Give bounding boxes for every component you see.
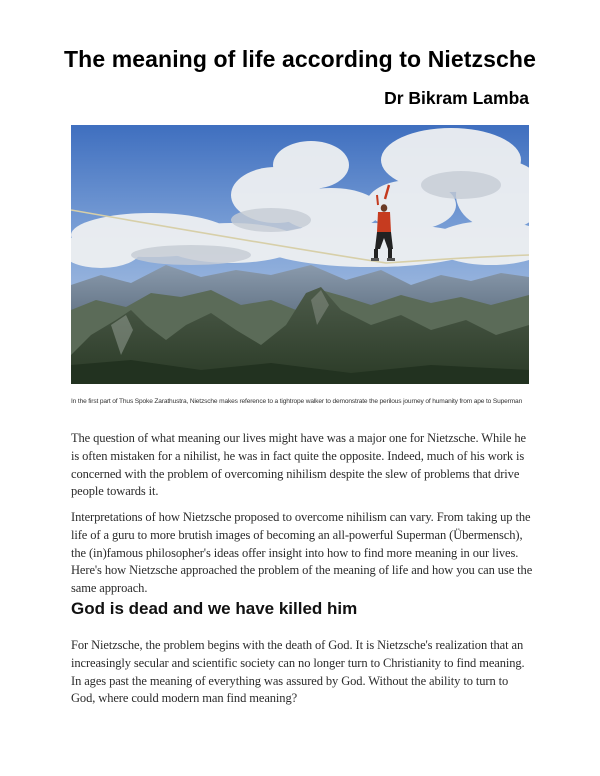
tightrope-walker-photo	[71, 125, 529, 384]
body-paragraph: Interpretations of how Nietzsche proposed to overcome nihilism can vary. From taking up the life of a guru to more brutish images of becoming an all-powerful Superman (Übermensch), the (in)famous philosopher's ideas offer insight into how to find more meaning in our lives. Here's how Nietzsche approached the problem of the meaning of life and how you can use the same approach.	[71, 510, 533, 596]
section-heading: God is dead and we have killed him	[71, 599, 358, 618]
body-paragraph: For Nietzsche, the problem begins with the death of God. It is Nietzsche's realization that an increasingly secular and scientific society can no longer turn to Christianity to find meaning. In ages past the meaning of everything was assured by God. Without the ability to turn to God, where could modern man find meaning?	[71, 638, 525, 706]
body-paragraph: The question of what meaning our lives might have was a major one for Nietzsche. While he is often mistaken for a nihilist, he was in fact quite the opposite. Indeed, much of his work is concerned with the problem of overcoming nihilism despite the slew of problems that drive people towards it.	[71, 431, 526, 499]
document-title: The meaning of life according to Nietzsche	[64, 46, 536, 72]
author-name: Dr Bikram Lamba	[384, 88, 529, 108]
figure-caption: In the first part of Thus Spoke Zarathustra, Nietzsche makes reference to a tightrope walker to demonstrate the perilous journey of humanity from ape to Superman	[71, 398, 523, 405]
